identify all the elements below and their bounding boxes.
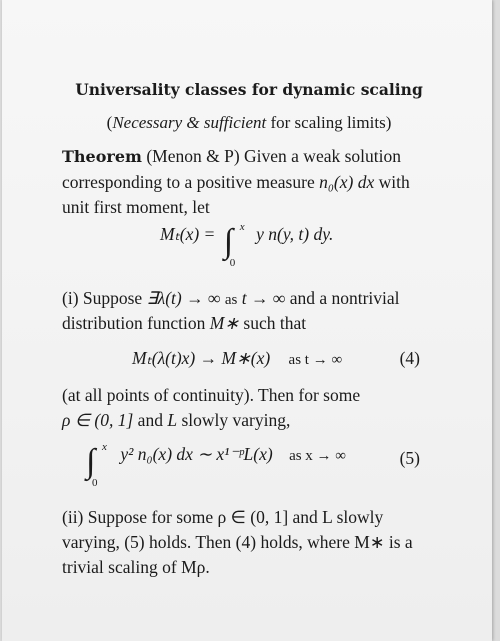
document-page (2, 0, 492, 641)
theorem-line-1 (62, 146, 500, 167)
theorem-line-3: unit first moment, let (62, 197, 210, 217)
eq5-condition: as x → ∞ (289, 448, 347, 464)
continuity-slowly: slowly varying, (181, 410, 291, 430)
theorem-line-2 (62, 172, 500, 193)
continuity-and: and (137, 410, 163, 430)
subtitle-emphasis: Necessary & sufficient (112, 113, 267, 132)
equation-4 (132, 348, 420, 369)
part-i-text-b: as (224, 292, 238, 308)
subtitle-open: ( (106, 113, 113, 132)
eq4-number: (4) (399, 348, 420, 368)
theorem-authors: (Menon & P) (146, 146, 240, 166)
slide-title: Universality classes for dynamic scaling (75, 80, 423, 99)
theorem-label: Theorem (62, 147, 142, 166)
eq5-expression: y² n₀(x) dx ∼ x¹⁻ᵖL(x) (120, 444, 273, 464)
theorem-line2-end: with (378, 172, 410, 192)
continuity-line-1: (at all points of continuity). Then for some (62, 385, 361, 405)
part-i-line2-text: distribution function (62, 313, 206, 333)
continuity-line-2 (62, 410, 500, 431)
eq4-expression: Mₜ(λ(t)x) → M∗(x) (132, 348, 271, 368)
theorem-line2-math: n₀(x) dx (319, 172, 375, 192)
continuity-math-rho: ρ ∈ (0, 1] (62, 410, 134, 430)
eq5-upper-limit: x (102, 441, 107, 453)
part-ii-line-3: trivial scaling of Mρ. (62, 557, 210, 577)
equation-M (160, 221, 420, 269)
part-i-text-c: and a nontrivial (289, 288, 400, 308)
part-i-line2-math: M∗ (209, 313, 240, 333)
part-i-text-a: (i) Suppose (62, 288, 143, 308)
part-i-math-a: ∃λ(t) → ∞ (146, 288, 221, 308)
part-i-line-1 (62, 288, 500, 309)
part-ii-line-1: (ii) Suppose for some ρ ∈ (0, 1] and L slowly (62, 507, 384, 527)
eq4-condition: as t → ∞ (288, 352, 343, 368)
part-ii-line-2: varying, (5) holds. Then (4) holds, where M∗ is a (62, 532, 413, 552)
continuity-math-L: L (167, 410, 178, 430)
eq5-lower-limit: 0 (92, 477, 98, 489)
eq-M-lhs: Mₜ(x) = (160, 224, 216, 244)
eq5-number: (5) (399, 448, 420, 468)
integral-sign: ∫ (223, 223, 234, 260)
theorem-line1-rest: Given a weak solution (244, 146, 401, 166)
subtitle-rest: for scaling limits) (266, 113, 392, 132)
theorem-line2-text: corresponding to a positive measure (62, 172, 315, 192)
part-i-line-2 (62, 313, 500, 334)
part-i-math-b: t → ∞ (241, 288, 286, 308)
eq-M-integrand: y n(y, t) dy. (256, 224, 334, 244)
eq-M-lower-limit: 0 (229, 257, 236, 269)
slide-subtitle (2, 113, 496, 133)
equation-5 (86, 441, 420, 489)
eq-M-upper-limit: x (239, 221, 245, 233)
integral-sign: ∫ (86, 443, 96, 480)
part-i-line2-end: such that (243, 313, 307, 333)
